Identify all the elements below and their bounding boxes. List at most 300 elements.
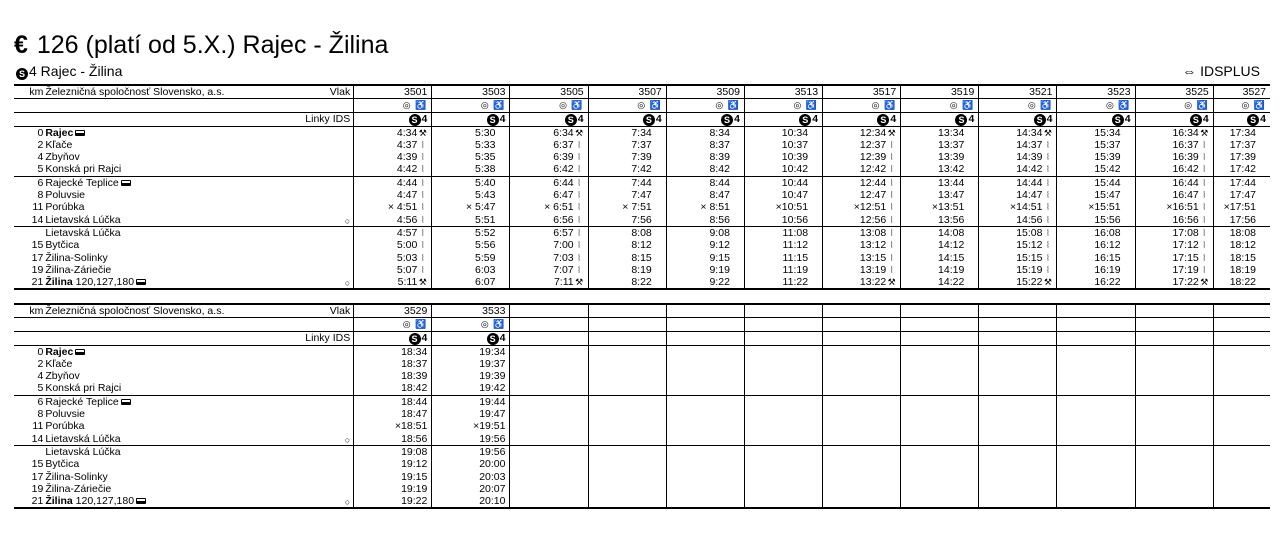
time-cell bbox=[510, 163, 588, 176]
time-cell bbox=[744, 471, 822, 483]
time-cell bbox=[744, 408, 822, 420]
time-cell bbox=[823, 358, 901, 370]
time-cell bbox=[354, 239, 432, 251]
time-cell bbox=[354, 345, 432, 358]
route-mark-icon: ⦚ bbox=[890, 152, 893, 163]
station-name: Konská pri Rajci bbox=[45, 382, 122, 395]
time-cell bbox=[1057, 163, 1135, 176]
time-cell bbox=[666, 214, 744, 227]
time-cell bbox=[901, 126, 979, 139]
departure-time: 18:47 bbox=[401, 408, 428, 421]
time-cell bbox=[744, 176, 822, 189]
connecting-lines: 120,127,180 bbox=[72, 495, 135, 508]
station-cell bbox=[44, 189, 353, 201]
train-header-cell bbox=[1135, 318, 1213, 331]
time-cell bbox=[1213, 420, 1270, 432]
time-cell bbox=[744, 276, 822, 289]
station-cell bbox=[44, 226, 353, 239]
time-cell bbox=[1135, 408, 1213, 420]
departure-time: 9:15 bbox=[709, 251, 730, 264]
route-mark-icon: ⚒ bbox=[575, 127, 584, 138]
page-title bbox=[14, 30, 388, 60]
time-cell bbox=[901, 358, 979, 370]
time-cell bbox=[666, 420, 744, 432]
km-cell: 11 bbox=[32, 201, 44, 214]
time-cell bbox=[588, 151, 666, 163]
train-header-cell bbox=[901, 112, 979, 126]
route-mark-icon: ⦚ bbox=[890, 177, 893, 188]
station-cell bbox=[44, 471, 353, 483]
km-cell: 19 bbox=[31, 482, 44, 495]
time-cell bbox=[1057, 445, 1135, 458]
time-cell bbox=[823, 151, 901, 163]
departure-time: 17:44 bbox=[1229, 176, 1256, 189]
time-cell bbox=[1135, 201, 1213, 213]
route-mark-icon: ⦚ bbox=[1047, 139, 1049, 150]
departure-time: 15:12 bbox=[1016, 239, 1043, 252]
table-row bbox=[14, 151, 1270, 163]
route-mark-icon: ⚒ bbox=[418, 127, 427, 138]
service-icons: ◎ ♿ bbox=[949, 100, 975, 111]
time-cell bbox=[1213, 126, 1270, 139]
departure-time: 8:37 bbox=[709, 138, 730, 151]
km-cell: 5 bbox=[37, 382, 44, 395]
departure-time: ×12:51 bbox=[853, 201, 887, 214]
departure-time: 10:39 bbox=[781, 151, 809, 164]
time-cell bbox=[1213, 252, 1270, 264]
header-row bbox=[14, 331, 1270, 345]
departure-time: 7:42 bbox=[631, 163, 652, 176]
station-name: Rajec bbox=[45, 345, 74, 358]
departure-time: 15:22 bbox=[1016, 276, 1043, 289]
time-cell bbox=[432, 139, 510, 151]
km-cell: 11 bbox=[32, 420, 44, 433]
departure-time: ×17:51 bbox=[1223, 201, 1256, 214]
time-cell bbox=[510, 264, 588, 276]
train-header-cell bbox=[588, 112, 666, 126]
time-cell bbox=[354, 471, 432, 483]
time-cell bbox=[901, 276, 979, 289]
departure-time: 14:22 bbox=[938, 276, 965, 289]
departure-time: 15:37 bbox=[1094, 138, 1121, 151]
time-cell bbox=[1213, 214, 1270, 227]
departure-time: 5:07 bbox=[396, 263, 418, 276]
train-label: Vlak bbox=[329, 305, 351, 317]
time-cell bbox=[432, 126, 510, 139]
connecting-lines: 120,127,180 bbox=[72, 276, 135, 289]
departure-time: 14:15 bbox=[938, 251, 965, 264]
time-cell bbox=[432, 201, 510, 213]
km-cell: 2 bbox=[37, 138, 44, 151]
departure-time: 16:42 bbox=[1172, 163, 1199, 176]
train-header-cell bbox=[979, 318, 1057, 331]
departure-time: 7:00 bbox=[553, 239, 574, 252]
time-cell bbox=[666, 395, 744, 408]
time-cell bbox=[901, 458, 979, 470]
station-name: Žilina-Záriečie bbox=[45, 263, 112, 276]
train-header-cell bbox=[432, 85, 510, 99]
station-name: Zbyňov bbox=[45, 370, 80, 383]
train-header-cell bbox=[1135, 112, 1213, 126]
time-cell bbox=[823, 176, 901, 189]
time-cell bbox=[666, 264, 744, 276]
time-cell bbox=[823, 201, 901, 213]
time-cell bbox=[1057, 126, 1135, 139]
time-cell bbox=[432, 276, 510, 289]
time-cell bbox=[1057, 395, 1135, 408]
station-name: Bytčica bbox=[45, 239, 80, 252]
time-cell bbox=[979, 458, 1057, 470]
train-header-cell bbox=[432, 318, 510, 331]
time-cell bbox=[432, 226, 510, 239]
route-mark-icon: ⚒ bbox=[1043, 277, 1052, 288]
time-cell bbox=[354, 382, 432, 395]
station-name: Lietavská Lúčka bbox=[45, 445, 121, 458]
time-cell bbox=[588, 176, 666, 189]
time-cell bbox=[901, 408, 979, 420]
station-cell bbox=[44, 395, 353, 408]
departure-time: 14:19 bbox=[938, 263, 965, 276]
departure-time: 17:37 bbox=[1229, 138, 1256, 151]
departure-time: 19:19 bbox=[401, 482, 428, 495]
time-cell bbox=[354, 189, 432, 201]
km-cell: 4 bbox=[37, 370, 44, 383]
time-cell bbox=[510, 408, 588, 420]
km-cell: 6 bbox=[14, 176, 44, 189]
time-cell bbox=[1135, 382, 1213, 395]
time-cell bbox=[588, 382, 666, 395]
departure-time: 8:34 bbox=[709, 126, 730, 139]
time-cell bbox=[979, 189, 1057, 201]
header-row bbox=[14, 85, 1270, 99]
bus-icon bbox=[75, 349, 85, 355]
time-cell bbox=[588, 264, 666, 276]
time-cell bbox=[432, 358, 510, 370]
timetable-table-1 bbox=[14, 84, 1270, 290]
time-cell bbox=[979, 151, 1057, 163]
route-mark-icon: ⦚ bbox=[1203, 264, 1206, 275]
time-cell bbox=[588, 458, 666, 470]
departure-time: ×10:51 bbox=[775, 201, 809, 214]
departure-time: 5:52 bbox=[475, 226, 496, 239]
station-header bbox=[44, 304, 353, 318]
train-header-cell bbox=[510, 304, 588, 318]
departure-time: 16:08 bbox=[1094, 226, 1121, 239]
time-cell bbox=[1135, 358, 1213, 370]
train-header-cell bbox=[979, 304, 1057, 318]
time-cell bbox=[1135, 370, 1213, 382]
time-cell bbox=[744, 495, 822, 508]
departure-time: 16:34 bbox=[1172, 126, 1199, 139]
time-cell bbox=[823, 495, 901, 508]
time-cell bbox=[510, 214, 588, 227]
departure-time: 5:11 bbox=[397, 276, 418, 289]
departure-time: 18:39 bbox=[401, 370, 428, 383]
departure-time: 20:07 bbox=[479, 482, 506, 495]
time-cell bbox=[1135, 163, 1213, 176]
time-cell bbox=[1135, 495, 1213, 508]
departure-time: 14:56 bbox=[1016, 213, 1043, 226]
departure-time: 16:56 bbox=[1172, 213, 1199, 226]
train-header-cell bbox=[666, 304, 744, 318]
time-cell bbox=[666, 163, 744, 176]
departure-time: 5:59 bbox=[475, 251, 496, 264]
time-cell bbox=[1213, 358, 1270, 370]
time-cell bbox=[510, 382, 588, 395]
time-cell bbox=[979, 395, 1057, 408]
time-cell bbox=[744, 345, 822, 358]
table-row bbox=[14, 458, 1270, 470]
time-cell bbox=[979, 226, 1057, 239]
route-mark-icon: ⦚ bbox=[1047, 202, 1049, 213]
bus-icon bbox=[121, 399, 131, 405]
departure-time: 12:47 bbox=[859, 189, 887, 202]
train-header-cell bbox=[510, 331, 588, 345]
time-cell bbox=[354, 420, 432, 432]
departure-time: 14:08 bbox=[938, 226, 965, 239]
time-cell bbox=[823, 382, 901, 395]
time-cell bbox=[823, 345, 901, 358]
route-mark-icon: ⦚ bbox=[1047, 164, 1049, 175]
time-cell bbox=[1057, 176, 1135, 189]
time-cell bbox=[1213, 445, 1270, 458]
train-number: 3533 bbox=[482, 305, 506, 317]
table-row bbox=[14, 370, 1270, 382]
table-row bbox=[14, 139, 1270, 151]
route-mark-icon: ⦚ bbox=[421, 177, 424, 188]
departure-time: 13:37 bbox=[938, 138, 965, 151]
time-cell bbox=[979, 176, 1057, 189]
route-mark-icon: ⦚ bbox=[1047, 252, 1049, 263]
train-header-cell bbox=[1213, 318, 1270, 331]
departure-time: ×19:51 bbox=[473, 420, 506, 433]
service-icons: ◎ ♿ bbox=[637, 100, 662, 111]
request-stop-icon: ○ bbox=[344, 278, 351, 289]
time-cell bbox=[588, 433, 666, 446]
departure-time: 11:15 bbox=[782, 251, 809, 264]
train-header-cell bbox=[1213, 112, 1270, 126]
time-cell bbox=[354, 226, 432, 239]
route-mark-icon: ⦚ bbox=[890, 227, 893, 238]
station-name: Rajec bbox=[45, 126, 74, 139]
station-cell bbox=[44, 201, 353, 213]
time-cell bbox=[510, 358, 588, 370]
time-cell bbox=[1135, 471, 1213, 483]
s-line-icon: S bbox=[1190, 114, 1202, 126]
timetable-section-2 bbox=[14, 303, 1270, 509]
departure-time: 8:12 bbox=[631, 239, 652, 252]
departure-time: 13:08 bbox=[859, 226, 887, 239]
departure-time: 13:22 bbox=[859, 276, 887, 289]
timetable-title: 126 (platí od 5.X.) Rajec - Žilina bbox=[36, 31, 389, 59]
km-cell: 19 bbox=[31, 263, 44, 276]
train-header-cell bbox=[1213, 304, 1270, 318]
time-cell bbox=[823, 458, 901, 470]
departure-time: 16:47 bbox=[1172, 189, 1199, 202]
departure-time: ×14:51 bbox=[1010, 201, 1043, 214]
station-cell bbox=[44, 126, 353, 139]
time-cell bbox=[901, 420, 979, 432]
time-cell bbox=[979, 495, 1057, 508]
station-cell bbox=[44, 382, 353, 395]
departure-time: 18:15 bbox=[1229, 251, 1256, 264]
departure-time: 13:47 bbox=[938, 189, 965, 202]
departure-time: 5:38 bbox=[475, 163, 496, 176]
header-row bbox=[14, 112, 1270, 126]
km-header: km bbox=[14, 304, 44, 318]
time-cell bbox=[588, 201, 666, 213]
s-line-icon: S bbox=[487, 114, 499, 126]
departure-time: 13:34 bbox=[938, 126, 965, 139]
time-cell bbox=[979, 163, 1057, 176]
train-header-cell bbox=[510, 85, 588, 99]
departure-time: 19:08 bbox=[401, 445, 428, 458]
train-header-cell bbox=[744, 318, 822, 331]
route-mark-icon: ⦚ bbox=[890, 264, 893, 275]
time-cell bbox=[823, 163, 901, 176]
time-cell bbox=[1213, 176, 1270, 189]
table-row bbox=[14, 420, 1270, 432]
train-header-cell bbox=[1135, 304, 1213, 318]
time-cell bbox=[510, 126, 588, 139]
time-cell bbox=[823, 433, 901, 446]
route-mark-icon: ⦚ bbox=[890, 202, 893, 213]
departure-time: 6:39 bbox=[553, 151, 574, 164]
station-name: Žilina bbox=[45, 276, 73, 289]
time-cell bbox=[823, 252, 901, 264]
departure-time: 4:56 bbox=[396, 213, 418, 226]
time-cell bbox=[510, 151, 588, 163]
route-mark-icon: ⦚ bbox=[421, 152, 424, 163]
station-name: Rajecké Teplice bbox=[45, 395, 119, 408]
line-number: 4 bbox=[1124, 112, 1131, 125]
time-cell bbox=[666, 276, 744, 289]
departure-time: 19:42 bbox=[479, 382, 506, 395]
train-header-cell bbox=[901, 99, 979, 112]
train-header-cell bbox=[823, 318, 901, 331]
station-name: Kľače bbox=[45, 138, 73, 151]
time-cell bbox=[744, 445, 822, 458]
departure-time: 16:12 bbox=[1094, 239, 1121, 252]
station-name: Zbyňov bbox=[45, 151, 80, 164]
time-cell bbox=[666, 226, 744, 239]
station-cell bbox=[44, 151, 353, 163]
departure-time: 14:47 bbox=[1016, 189, 1043, 202]
table-row bbox=[14, 445, 1270, 458]
time-cell bbox=[432, 433, 510, 446]
station-cell bbox=[44, 370, 353, 382]
station-cell bbox=[44, 139, 353, 151]
km-cell: 21 bbox=[14, 495, 44, 508]
time-cell bbox=[1135, 252, 1213, 264]
time-cell bbox=[744, 189, 822, 201]
route-mark-icon: ⦚ bbox=[578, 190, 581, 201]
route-mark-icon: ⦚ bbox=[1047, 177, 1049, 188]
time-cell bbox=[979, 471, 1057, 483]
time-cell bbox=[588, 239, 666, 251]
departure-time: 6:07 bbox=[475, 276, 496, 289]
time-cell bbox=[588, 139, 666, 151]
time-cell bbox=[901, 163, 979, 176]
operator-name: Železničná spoločnosť Slovensko, a.s. bbox=[45, 86, 225, 98]
time-cell bbox=[432, 264, 510, 276]
train-number: 3527 bbox=[1242, 86, 1266, 98]
time-cell bbox=[1135, 345, 1213, 358]
departure-time: 18:56 bbox=[401, 432, 428, 445]
train-header-cell bbox=[432, 304, 510, 318]
time-cell bbox=[744, 358, 822, 370]
departure-time: 7:07 bbox=[553, 263, 574, 276]
departure-time: × 7:51 bbox=[622, 201, 652, 214]
time-cell bbox=[823, 370, 901, 382]
departure-time: 5:30 bbox=[475, 126, 496, 139]
service-icons: ◎ ♿ bbox=[871, 100, 897, 111]
train-header-cell bbox=[1135, 331, 1213, 345]
km-cell: 8 bbox=[37, 408, 44, 421]
time-cell bbox=[901, 395, 979, 408]
station-cell bbox=[44, 176, 353, 189]
time-cell bbox=[901, 345, 979, 358]
station-cell bbox=[44, 345, 353, 358]
time-cell bbox=[823, 420, 901, 432]
train-header-cell bbox=[744, 85, 822, 99]
train-number: 3501 bbox=[403, 86, 428, 98]
train-header-cell bbox=[1057, 331, 1135, 345]
departure-time: 18:12 bbox=[1229, 239, 1256, 252]
train-header-cell bbox=[1057, 112, 1135, 126]
station-cell bbox=[44, 445, 353, 458]
time-cell bbox=[1135, 139, 1213, 151]
time-cell bbox=[979, 483, 1057, 495]
service-icons: ◎ ♿ bbox=[559, 100, 584, 111]
time-cell bbox=[666, 358, 744, 370]
s-line-icon: S bbox=[1112, 114, 1124, 126]
time-cell bbox=[666, 189, 744, 201]
time-cell bbox=[823, 483, 901, 495]
time-cell bbox=[979, 252, 1057, 264]
time-cell bbox=[1057, 189, 1135, 201]
departure-time: 15:08 bbox=[1016, 226, 1043, 239]
time-cell bbox=[588, 370, 666, 382]
time-cell bbox=[1213, 395, 1270, 408]
train-header-cell bbox=[354, 85, 432, 99]
train-header-cell bbox=[744, 331, 822, 345]
table-row bbox=[14, 495, 1270, 508]
train-number: 3525 bbox=[1185, 86, 1209, 98]
departure-time: × 4:51 bbox=[387, 201, 418, 214]
departure-time: 8:08 bbox=[631, 226, 652, 239]
time-cell bbox=[432, 458, 510, 470]
bus-icon bbox=[75, 130, 85, 136]
table-row bbox=[14, 163, 1270, 176]
departure-time: 10:56 bbox=[781, 213, 809, 226]
time-cell bbox=[901, 214, 979, 227]
time-cell bbox=[744, 151, 822, 163]
route-mark-icon: ⦚ bbox=[890, 214, 893, 225]
departure-time: 11:12 bbox=[782, 239, 809, 252]
km-cell: 14 bbox=[31, 213, 44, 226]
departure-time: 6:37 bbox=[553, 138, 574, 151]
time-cell bbox=[588, 471, 666, 483]
bus-icon bbox=[121, 180, 131, 186]
route-mark-icon: ⦚ bbox=[890, 240, 893, 251]
time-cell bbox=[666, 126, 744, 139]
time-cell bbox=[979, 382, 1057, 395]
time-cell bbox=[354, 163, 432, 176]
km-cell: 17 bbox=[31, 251, 44, 264]
departure-time: 12:56 bbox=[859, 213, 887, 226]
train-header-cell bbox=[432, 99, 510, 112]
